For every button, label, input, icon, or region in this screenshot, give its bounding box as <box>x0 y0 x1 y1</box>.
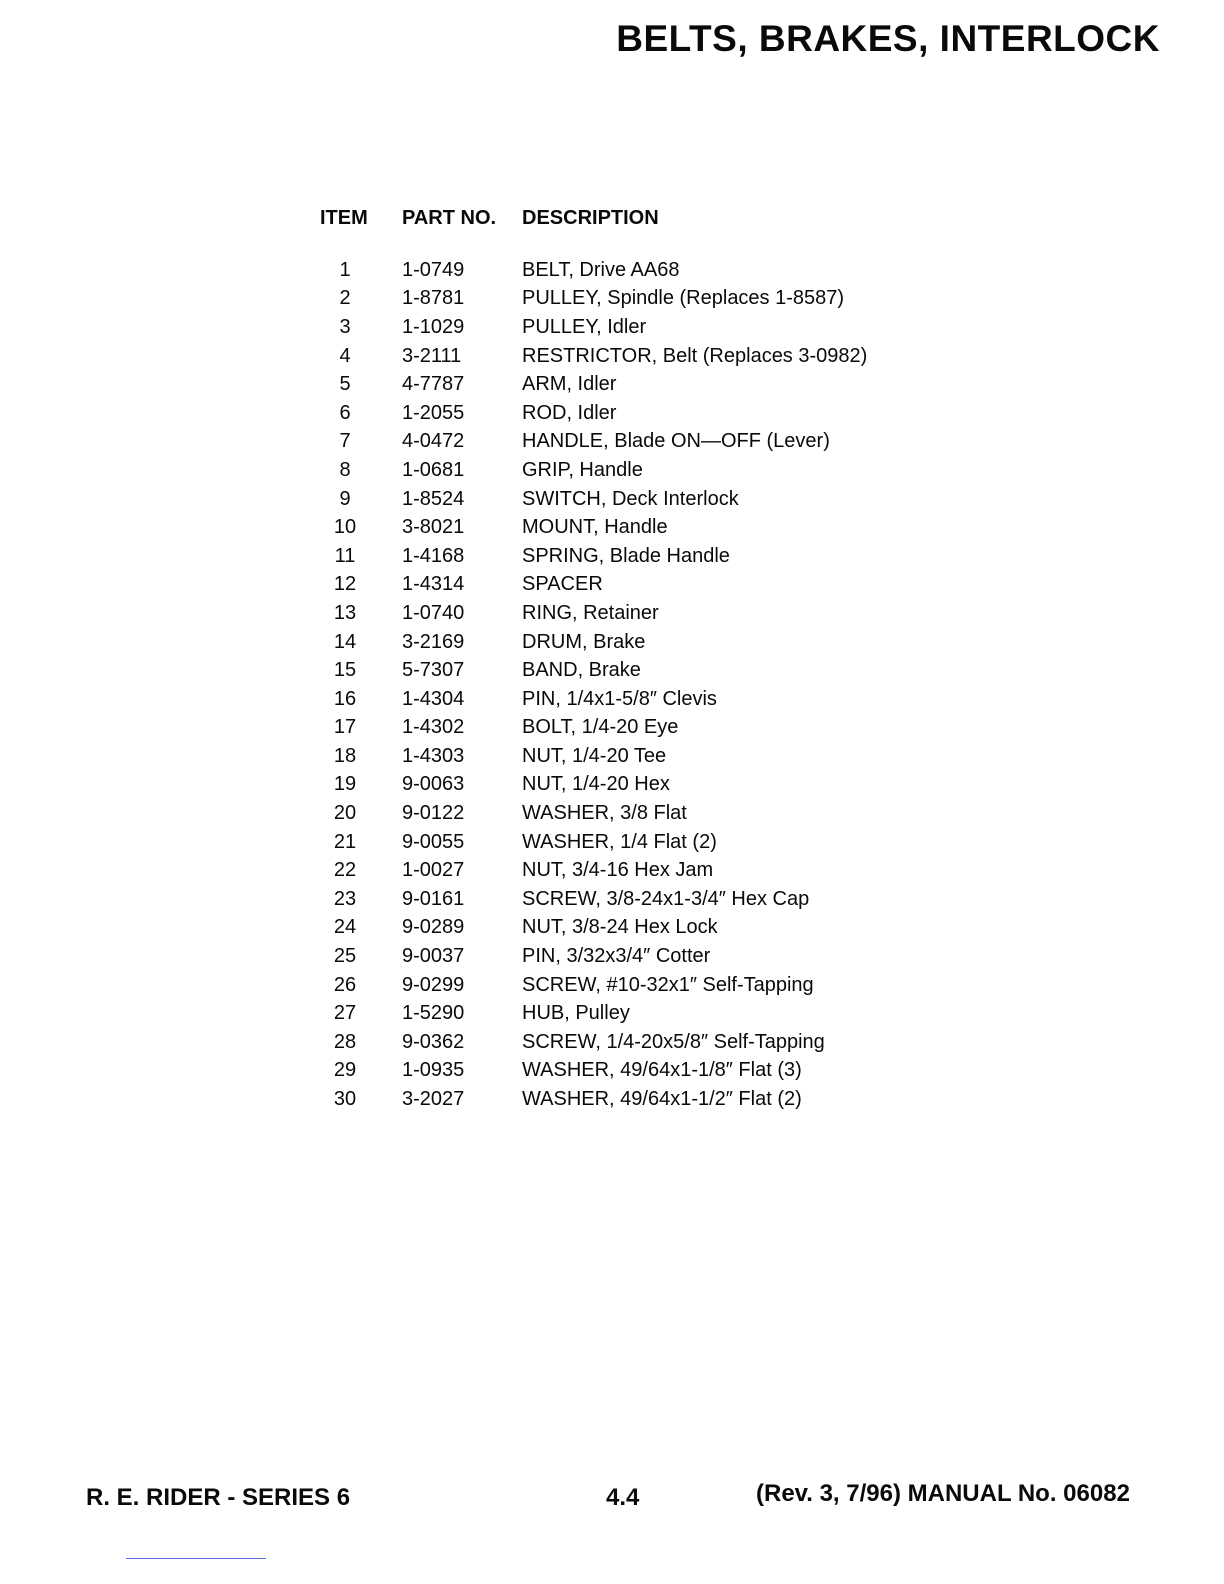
part-description: SCREW, 1/4-20x5/8″ Self-Tapping <box>522 1030 825 1053</box>
part-description: SCREW, #10-32x1″ Self-Tapping <box>522 973 814 996</box>
part-description: SWITCH, Deck Interlock <box>522 487 739 510</box>
item-number: 27 <box>333 1002 357 1025</box>
footer-manual-number: (Rev. 3, 7/96) MANUAL No. 06082 <box>756 1480 1130 1507</box>
part-description: MOUNT, Handle <box>522 516 668 539</box>
item-number: 30 <box>333 1088 357 1111</box>
table-row <box>314 856 934 885</box>
item-number: 19 <box>333 773 357 796</box>
part-number: 1-0749 <box>402 258 465 281</box>
footer-divider <box>126 1558 266 1559</box>
item-number: 24 <box>333 916 357 939</box>
item-number: 4 <box>339 344 351 367</box>
part-description: ROD, Idler <box>522 401 617 424</box>
item-number: 2 <box>339 287 351 310</box>
part-number: 4-0472 <box>402 430 465 453</box>
item-number: 14 <box>333 630 357 653</box>
part-description: DRUM, Brake <box>522 630 646 653</box>
part-description: NUT, 1/4-20 Tee <box>522 744 667 767</box>
part-description: PIN, 3/32x3/4″ Cotter <box>522 945 711 968</box>
part-description: SPACER <box>522 573 603 596</box>
part-description: HANDLE, Blade ON—OFF (Lever) <box>522 430 830 453</box>
item-number: 20 <box>333 802 357 825</box>
part-number: 9-0362 <box>402 1030 465 1053</box>
item-number: 1 <box>339 258 351 281</box>
table-row <box>314 799 934 828</box>
table-row <box>314 599 934 628</box>
item-number: 12 <box>333 573 357 596</box>
item-number: 15 <box>333 659 357 682</box>
table-row <box>314 714 934 743</box>
part-description: RESTRICTOR, Belt (Replaces 3-0982) <box>522 344 868 367</box>
part-number: 1-4168 <box>402 544 465 567</box>
part-description: WASHER, 3/8 Flat <box>522 802 687 825</box>
part-number: 3-8021 <box>402 516 465 539</box>
part-number: 1-0740 <box>402 601 465 624</box>
parts-table <box>314 200 934 1114</box>
column-header-item: ITEM <box>320 206 368 229</box>
part-description: NUT, 3/8-24 Hex Lock <box>522 916 718 939</box>
table-row <box>314 1057 934 1086</box>
part-description: WASHER, 49/64x1-1/2″ Flat (2) <box>522 1088 802 1111</box>
part-number: 1-5290 <box>402 1002 465 1025</box>
part-description: SPRING, Blade Handle <box>522 544 730 567</box>
table-row <box>314 1028 934 1057</box>
part-number: 1-4314 <box>402 573 465 596</box>
item-number: 21 <box>333 830 357 853</box>
item-number: 3 <box>339 315 351 338</box>
table-row <box>314 1085 934 1114</box>
table-row <box>314 456 934 485</box>
item-number: 5 <box>339 373 351 396</box>
item-number: 22 <box>333 859 357 882</box>
part-number: 1-2055 <box>402 401 465 424</box>
item-number: 11 <box>334 544 356 567</box>
part-description: NUT, 1/4-20 Hex <box>522 773 670 796</box>
part-description: PULLEY, Spindle (Replaces 1-8587) <box>522 287 845 310</box>
part-number: 1-0027 <box>402 859 465 882</box>
table-row <box>314 971 934 1000</box>
table-row <box>314 285 934 314</box>
item-number: 13 <box>333 601 357 624</box>
part-number: 1-4304 <box>402 687 465 710</box>
footer-page-number: 4.4 <box>606 1484 640 1511</box>
part-number: 9-0063 <box>402 773 465 796</box>
item-number: 17 <box>333 716 357 739</box>
table-body <box>314 256 934 1114</box>
item-number: 23 <box>333 887 357 910</box>
part-description: PULLEY, Idler <box>522 315 647 338</box>
table-row <box>314 628 934 657</box>
part-number: 1-4303 <box>402 744 465 767</box>
table-row <box>314 485 934 514</box>
part-description: BOLT, 1/4-20 Eye <box>522 716 679 739</box>
part-number: 4-7787 <box>402 373 465 396</box>
part-description: HUB, Pulley <box>522 1002 630 1025</box>
part-number: 9-0037 <box>402 945 465 968</box>
item-number: 28 <box>333 1030 357 1053</box>
part-description: WASHER, 1/4 Flat (2) <box>522 830 717 853</box>
table-row <box>314 685 934 714</box>
table-header <box>314 200 934 236</box>
part-description: WASHER, 49/64x1-1/8″ Flat (3) <box>522 1059 802 1082</box>
column-header-description: DESCRIPTION <box>522 206 659 229</box>
item-number: 9 <box>339 487 351 510</box>
item-number: 8 <box>339 458 351 481</box>
part-number: 5-7307 <box>402 659 465 682</box>
part-number: 1-8781 <box>402 287 465 310</box>
item-number: 29 <box>333 1059 357 1082</box>
part-description: NUT, 3/4-16 Hex Jam <box>522 859 714 882</box>
part-number: 1-4302 <box>402 716 465 739</box>
part-description: GRIP, Handle <box>522 458 643 481</box>
table-row <box>314 542 934 571</box>
part-number: 1-8524 <box>402 487 465 510</box>
table-row <box>314 513 934 542</box>
table-row <box>314 999 934 1028</box>
part-description: SCREW, 3/8-24x1-3/4″ Hex Cap <box>522 887 810 910</box>
part-number: 9-0122 <box>402 802 465 825</box>
table-row <box>314 428 934 457</box>
part-number: 9-0055 <box>402 830 465 853</box>
part-description: PIN, 1/4x1-5/8″ Clevis <box>522 687 717 710</box>
table-row <box>314 914 934 943</box>
footer-model: R. E. RIDER - SERIES 6 <box>86 1484 351 1511</box>
item-number: 7 <box>339 430 351 453</box>
part-number: 1-1029 <box>402 315 465 338</box>
table-row <box>314 828 934 857</box>
part-description: BAND, Brake <box>522 659 641 682</box>
part-number: 3-2027 <box>402 1088 465 1111</box>
page-title: BELTS, BRAKES, INTERLOCK <box>616 18 1160 59</box>
table-row <box>314 370 934 399</box>
item-number: 6 <box>339 401 351 424</box>
item-number: 18 <box>333 744 357 767</box>
table-row <box>314 771 934 800</box>
part-number: 9-0161 <box>402 887 465 910</box>
item-number: 16 <box>333 687 357 710</box>
item-number: 10 <box>333 516 357 539</box>
item-number: 26 <box>333 973 357 996</box>
part-description: RING, Retainer <box>522 601 659 624</box>
part-description: BELT, Drive AA68 <box>522 258 680 281</box>
table-row <box>314 342 934 371</box>
part-number: 9-0299 <box>402 973 465 996</box>
table-row <box>314 656 934 685</box>
table-row <box>314 885 934 914</box>
part-description: ARM, Idler <box>522 373 617 396</box>
table-row <box>314 399 934 428</box>
table-row <box>314 571 934 600</box>
table-row <box>314 256 934 285</box>
part-number: 9-0289 <box>402 916 465 939</box>
part-number: 3-2111 <box>402 344 462 367</box>
item-number: 25 <box>333 945 357 968</box>
part-number: 1-0681 <box>402 458 465 481</box>
column-header-part-no: PART NO. <box>402 206 497 229</box>
part-number: 3-2169 <box>402 630 465 653</box>
part-number: 1-0935 <box>402 1059 465 1082</box>
table-row <box>314 313 934 342</box>
table-row <box>314 742 934 771</box>
table-row <box>314 942 934 971</box>
